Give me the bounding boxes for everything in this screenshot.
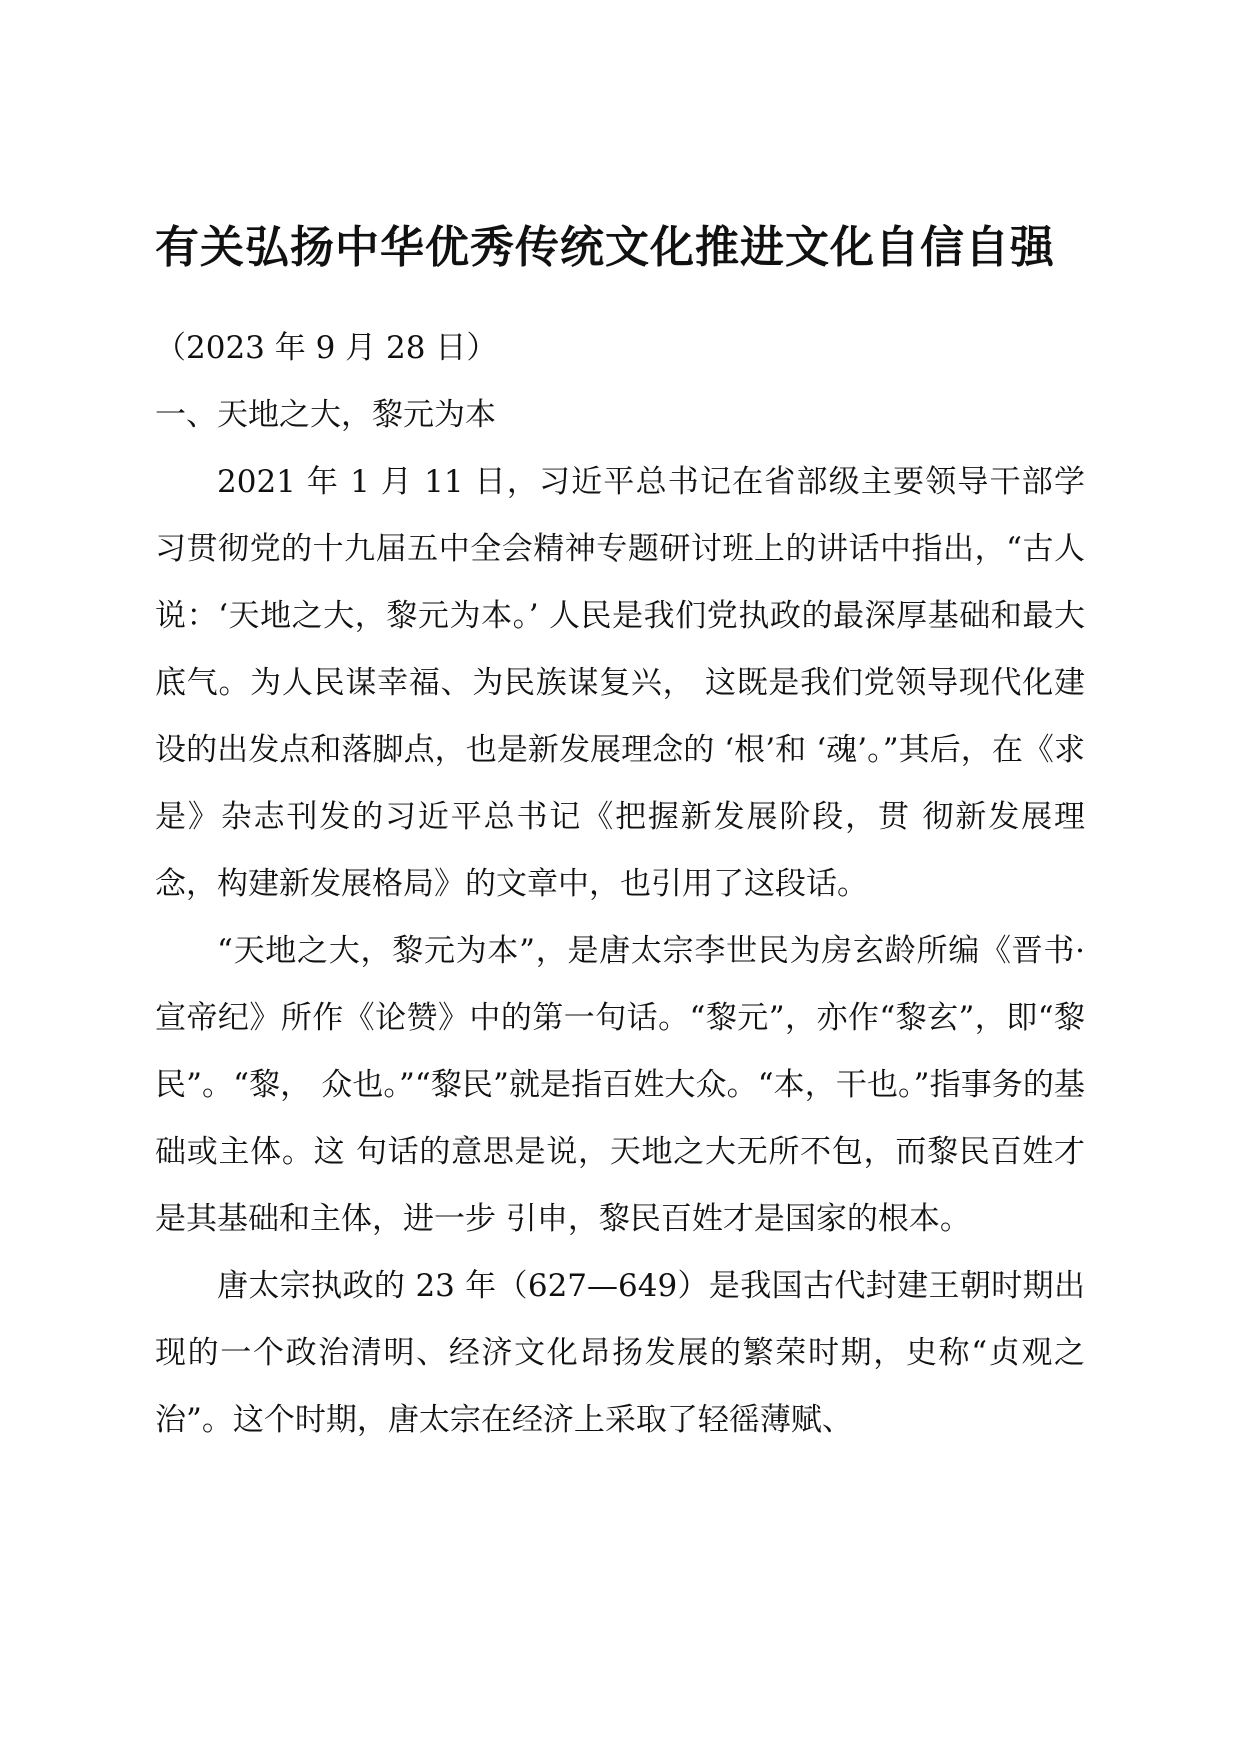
paragraph-3: 唐太宗执政的 23 年（627—649）是我国古代封建王朝时期出现的一个政治清明、经济文化昂扬发展的繁荣时期，史称“贞观之治”。这个时期，唐太宗在经济上采取了轻徭薄赋、 xyxy=(155,1268,1085,1438)
date-line: （2023 年 9 月 28 日） xyxy=(155,330,498,366)
document-title: 有关弘扬中华优秀传统文化推进文化自信自强 xyxy=(155,222,1055,273)
section-heading: 一、天地之大，黎元为本 xyxy=(155,397,496,433)
paragraph-2: “天地之大，黎元为本”，是唐太宗李世民为房玄龄所编《晋书·宣帝纪》所作《论赞》中的第一句话。“黎元”，亦作“黎玄”，即“黎民”。“黎， 众也。”“黎民”就是指百姓大众。“本，干也。”指事务的基础或主体。这 句话的意思是说，天地之大无所不包，而黎民百姓才是其基础和主体，进一步 引申，黎民百姓才是国家的根本。 xyxy=(155,933,1085,1237)
paragraph-1: 2021 年 1 月 11 日，习近平总书记在省部级主要领导干部学习贯彻党的十九届五中全会精神专题研讨班上的讲话中指出，“古人说：‘天地之大，黎元为本。’ 人民是我们党执政的最深厚基础和最大底气。为人民谋幸福、为民族谋复兴， 这既是我们党领导现代化建设的出发点和落脚点，也是新发展理念的 ‘根’和 ‘魂’。”其后，在《求是》杂志刊发的习近平总书记《把握新发展阶段，贯 彻新发展理念，构建新发展格局》的文章中，也引用了这段话。 xyxy=(155,464,1085,902)
document-body xyxy=(155,315,1085,1454)
